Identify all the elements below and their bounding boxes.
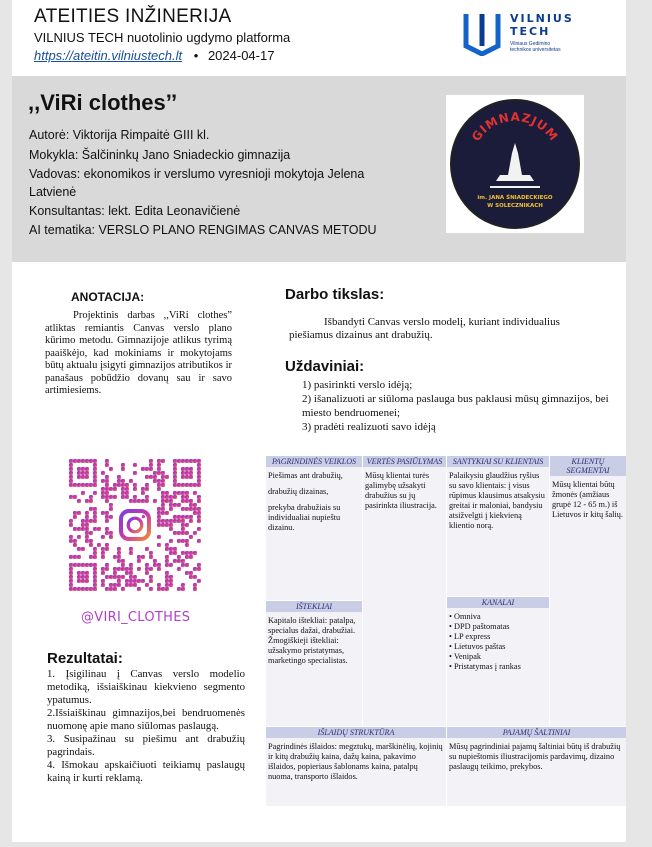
result-item: 4. Išmokau apskaičiuoti teikiamų paslaugų kainą ir kurti reklamą. <box>47 759 245 784</box>
instagram-qr-code[interactable] <box>69 459 201 591</box>
channels-list: • Omniva • DPD paštomatas • LP express • Lietuvos paštas • Venipak • Pristatymas į rankas <box>449 612 521 671</box>
result-item: 2.Išsiaiškinau gimnazijos,bei bendruomenės nuomonę apie mano siūlomas paslaugą. <box>47 707 245 732</box>
goal-text: Išbandyti Canvas verslo modelį, kuriant individualius piešiamus dizainus ant drabužių. <box>289 316 560 341</box>
platform-subtitle: VILNIUS TECH nuotolinio ugdymo platforma <box>34 30 291 45</box>
annotation-heading: ANOTACIJA: <box>71 290 145 304</box>
instagram-handle: @VIRI_CLOTHES <box>81 610 191 625</box>
canvas-customer-relations: SANTYKIAI SU KLIENTAIS Palaikysiu glaudžius ryšius su savo klientais: į visus rūpimus klausimus atsakysiu greitai ir maloniai, bandysiu atsižvelgti į kiekvieną klientio norą. <box>447 456 549 596</box>
svg-text:GIMNAZJUM: GIMNAZJUM <box>468 109 562 144</box>
results-heading: Rezultatai: <box>47 650 123 667</box>
logo-line-2: TECH <box>510 25 551 38</box>
platform-header <box>12 0 626 76</box>
project-title-section <box>12 76 626 262</box>
task-item: 1) pasirinkti verslo idėją; <box>302 379 413 391</box>
author-line: Autorė: Viktorija Rimpaitė GIII kl. <box>29 128 210 142</box>
result-item: 1. Įsigilinau į Canvas verslo modelio metodiką, išsiaiškinau kiekvieno segmento ypatumus. <box>47 668 245 706</box>
platform-link[interactable]: https://ateitin.vilniustech.lt <box>34 48 183 63</box>
platform-meta <box>34 48 274 63</box>
canvas-cell-title: PAGRINDINĖS VEIKLOS <box>266 456 362 467</box>
vilnius-tech-logo <box>462 10 612 60</box>
school-badge <box>446 95 584 233</box>
svg-text:im. JANA ŚNIADECKIEGO: im. JANA ŚNIADECKIEGO <box>477 195 553 201</box>
topic-line: AI tematika: VERSLO PLANO RENGIMAS CANVAS METODU <box>29 223 377 237</box>
result-item: 3. Susipažinau su piešimu ant drabužių pagrindais. <box>47 733 245 758</box>
canvas-cost-structure: IŠLAIDŲ STRUKTŪRA Pagrindinės išlaidos: megztukų, marškinėlių, kojinių ir kitų drabužių kaina, dažų kaina, pakavimo išlaidos, popieriaus šablonams kaina, patalpų nuoma, transporto išlaidos. <box>266 727 446 806</box>
canvas-revenue-streams: PAJAMŲ ŠALTINIAI Mūsų pagrindiniai pajamų šaltiniai būtų iš drabužių su nupieštomis iliustracijomis pardavimų, dizaino paslaugų teikimo, prekybos. <box>447 727 626 806</box>
consultant-line: Konsultantas: lekt. Edita Leonavičienė <box>29 204 241 218</box>
canvas-channels <box>447 597 549 726</box>
school-line: Mokykla: Šalčininkų Jano Sniadeckio gimnazija <box>29 148 291 162</box>
supervisor-line: Vadovas: ekonomikos ir verslumo vyresnioji mokytoja Jelena <box>29 167 365 181</box>
canvas-cell-title: KLIENTŲ SEGMENTAI <box>550 456 626 476</box>
logo-line-1: VILNIUS <box>510 12 574 25</box>
logo-small-1: Vilniaus Gedimino <box>510 41 551 47</box>
logo-small-2: technikos universitetas <box>510 47 561 53</box>
svg-text:W SOLECZNIKACH: W SOLECZNIKACH <box>487 203 543 209</box>
canvas-cell-title: VERTĖS PASIŪLYMAS <box>363 456 446 467</box>
annotation-text: Projektinis darbas ,,ViRi clothes” atliktas remiantis Canvas verslo plano kūrimo metodu. Gimnazijoje atlikus tyrimą paaiškėjo, kad mokiniams ir mokytojams būtų aktualu įsigyti gimnazijos atributikos ir panašaus pobūdžio dovanų sau ir savo artimiesiems. <box>45 310 232 396</box>
canvas-cell-title: IŠLAIDŲ STRUKTŪRA <box>266 727 446 738</box>
goal-heading: Darbo tikslas: <box>285 286 385 303</box>
task-item: 3) pradėti realizuoti savo idėją <box>302 421 436 433</box>
canvas-value-proposition: VERTĖS PASIŪLYMAS Mūsų klientai turės galimybę užsakyti drabužius su jų pasirinkta iliustracija. <box>363 456 446 726</box>
school-badge-icon <box>446 95 584 233</box>
canvas-cell-title: IŠTEKLIAI <box>266 601 362 612</box>
canvas-customer-segments: KLIENTŲ SEGMENTAI Mūsų klientai būtų žmonės (amžiaus grupė 12 - 65 m.) iš Lietuvos ir kitų šalių. <box>550 456 626 726</box>
qr-code-icon <box>69 459 201 591</box>
supervisor-line-2: Latvienė <box>29 185 77 199</box>
meta-separator: • <box>193 48 199 63</box>
canvas-cell-title: SANTYKIAI SU KLIENTAIS <box>447 456 549 467</box>
canvas-cell-title: KANALAI <box>447 597 549 608</box>
canvas-resources: IŠTEKLIAI Kapitalo ištekliai: patalpa, specialus dažai, drabužiai. Žmogiškieji ištekliai: užsakymo pristatymas, marketingo specialistas. <box>266 601 362 726</box>
tasks-heading: Uždaviniai: <box>285 358 365 375</box>
project-title: ,,ViRi clothes’’ <box>28 90 178 115</box>
canvas-cell-title: PAJAMŲ ŠALTINIAI <box>447 727 626 738</box>
platform-title: ATEITIES INŽINERIJA <box>34 6 232 27</box>
tasks-list <box>290 378 610 434</box>
poster-body <box>12 262 626 842</box>
canvas-key-activities: PAGRINDINĖS VEIKLOS Piešimas ant drabužių, drabužių dizainas, prekyba drabužiais su individualiai nupieštu dizainu. <box>266 456 362 600</box>
publish-date: 2024-04-17 <box>207 48 275 63</box>
results-list <box>47 668 245 785</box>
business-model-canvas <box>266 456 626 806</box>
task-item: 2) išanalizuoti ar siūloma paslauga bus paklausi mūsų gimnazijos, bei miesto bendruomenei; <box>302 393 609 419</box>
vilnius-tech-logo-icon <box>462 10 502 56</box>
